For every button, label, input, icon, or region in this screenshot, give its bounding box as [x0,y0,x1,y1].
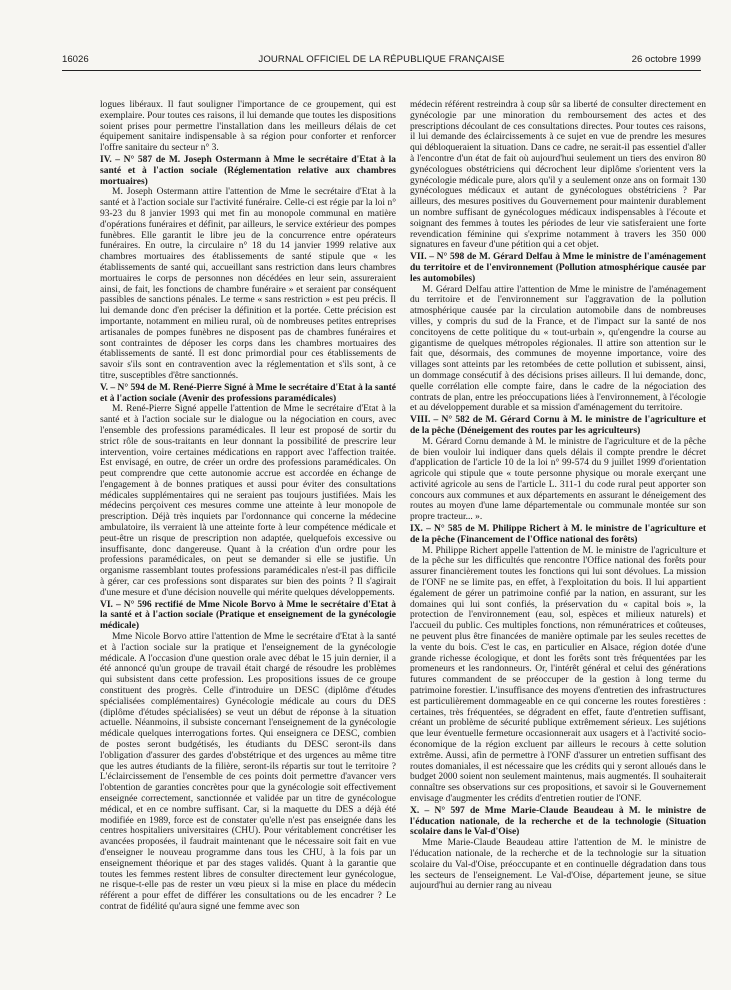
question-body-ix: M. Philippe Richert appelle l'attention de M. le ministre de l'agriculture et de la pêche sur les difficultés que rencontre l'Office national des forêts pour assurer financièrement toutes les fonctions qui lui sont dévolues. La mission de l'ONF ne se limite pas, en effet, à l'exploitation du bois. Il lui appartient également de gérer un patrimoine confié par la nation, en assurant, sur les domaines qui lui sont confiés, la préservation du « capital bois », la protection de l'environnement (eau, sol, espèces et milieux naturels) et l'accueil du public. Ces multiples fonctions, non rémunératrices et coûteuses, ne peuvent plus être financées de manière optimale par les seules recettes de la vente du bois. C'est le cas, en particulier en Alsace, région dotée d'une grande richesse écologique, et dont les forêts sont très fréquentées par les promeneurs et les randonneurs. Or, l'intérêt général et celui des générations futures commandent de se préoccuper de la gestion à long terme du patrimoine forestier. L'insuffisance des moyens d'entretien des infrastructures est particulièrement dommageable en ce qui concerne les routes forestières : certaines, très fréquentées, se dégradent en effet, faute d'entretien suffisant, créant un problème de sécurité publique extrêmement sérieux. Les sujétions que leur éventuelle fermeture occasionnerait aux usagers et à l'activité socio-économique de la région excluent par ailleurs le recours à cette solution extrême. Aussi, afin de permettre à l'ONF d'assurer un entretien suffisant des routes domaniales, il est nécessaire que les crédits qui y seront alloués dans le budget 2000 soient non seulement maintenus, mais augmentés. Il souhaiterait connaître ses observations sur ces propositions, et savoir si le Gouvernement envisage d'augmenter les crédits d'entretien routier de l'ONF. [410,545,706,804]
page-header [62,54,701,68]
question-body-vii: M. Gérard Delfau attire l'attention de Mme le ministre de l'aménagement du territoire et de l'environnement sur l'aggravation de la pollution atmosphérique causée par la circulation automobile dans de nombreuses villes, y compris du sud de la France, et de l'impact sur la santé de nos concitoyens de cette politique du « tout-urbain », qu'engendre la course au gigantisme de quelques métropoles régionales. Il attire son attention sur le fait que, désormais, des communes de moyenne importance, voire des villages sont atteints par les retombées de cette pollution et subissent, ainsi, un dommage consécutif à des décisions prises ailleurs. Il lui demande, donc, quelle corrélation elle compte faire, dans le cadre de la négociation des contrats de plan, entre les préoccupations liées à l'environnement, à l'écologie et au développement durable et sa mission d'aménagement du territoire. [410,284,706,414]
continued-paragraph-vi: médecin référent restreindra à coup sûr sa liberté de consulter directement en gynécologie par une minoration du remboursement des actes et des prescriptions découlant de ces consultations directes. Pour toutes ces raisons, il lui demande des éclaircissements à ce sujet en vue de prendre les mesures qui débloqueraient la situation. Dans ce cadre, ne serait-il pas essentiel d'aller à l'encontre d'un état de fait où aujourd'hui seulement un tiers des environ 80 gynécologues obstétriciens qui décrochent leur diplôme s'orientent vers la gynécologie médicale pure, alors qu'il y a seulement onze ans on formait 130 gynécologues médicaux et autant de gynécologues obstétriciens ? Par ailleurs, des mesures positives du Gouvernement pour maintenir durablement un nombre suffisant de gynécologues médicaux indispensables à l'écoute et soignant des femmes à toutes les périodes de leur vie satisferaient une forte revendication féminine qui s'exprime notamment à travers les 350 000 signatures en faveur d'une pétition qui a cet objet. [410,100,706,251]
question-heading-x: X. – N° 597 de Mme Marie-Claude Beaudeau à M. le ministre de l'éducation nationale, de la recherche et de la technologie (Situation scolaire dans le Val-d'Oise) [410,805,706,838]
question-body-vi: Mme Nicole Borvo attire l'attention de Mme le secrétaire d'Etat à la santé et à l'action sociale sur la pratique et l'enseignement de la gynécologie médicale. A l'occasion d'une question orale avec débat le 15 juin dernier, il a été annoncé qu'un groupe de travail était chargé de résoudre les problèmes qui subsistent dans cette profession. Les propositions issues de ce groupe constituent des progrès. Celle d'introduire un DESC (diplôme d'études spécialisées complémentaires) Gynécologie médicale au cours du DES (diplôme d'études spécialisées) se veut un début de réponse à la situation actuelle. Néanmoins, il subsiste concernant l'enseignement de la gynécologie médicale quelques interrogations fortes. Qui enseignera ce DESC, combien de postes seront budgétisés, les étudiants du DESC seront-ils dans l'obligation d'assurer des gardes d'obstétrique et des urgences au même titre que les autres étudiants de la filière, seront-ils répartis sur tout le territoire ? L'éclaircissement de l'ensemble de ces points doit permettre d'avancer vers l'obtention de garanties concrètes pour que la gynécologie soit effectivement enseignée correctement, sanctionnée et validée par un titre de gynécologue médical, et en ce nombre suffisant. Car, si la maquette du DES a déjà été modifiée en 1989, force est de constater qu'elle n'est pas enseignée dans les centres hospitaliers universitaires (CHU). Pour véritablement concrétiser les avancées proposées, il faudrait maintenant que le nécessaire soit fait en vue d'enseigner le nouveau programme dans tous les CHU, à la fois par un enseignement théorique et par des stages validés. Quant à la garantie que toutes les femmes restent libres de consulter directement leur gynécologue, ne risque-t-elle pas de rester un vœu pieux si la mise en place du médecin référent a pour effet de différer les consultations ou de les encadrer ? Le contrat de fidélité qu'aura signé une femme avec son [100,632,396,912]
continued-paragraph: logues libéraux. Il faut souligner l'importance de ce groupement, qui est exemplaire. Pour toutes ces raisons, il lui demande que toutes les dispositions soient prises pour permettre l'installation dans les meilleurs délais de cet équipement sanitaire indispensable à sa région pour conforter et renforcer l'offre sanitaire du secteur n° 3. [100,100,396,154]
question-body-x: Mme Marie-Claude Beaudeau attire l'attention de M. le ministre de l'éducation nationale, de la recherche et de la technologie sur la situation scolaire du Val-d'Oise, préoccupante et en continuelle dégradation dans tous les secteurs de l'enseignement. Le Val-d'Oise, département jeune, se situe aujourd'hui au dernier rang au niveau [410,838,706,892]
question-body-v: M. René-Pierre Signé appelle l'attention de Mme le secrétaire d'Etat à la santé et à l'action sociale sur le dialogue ou la négociation en cours, avec l'ensemble des professions paramédicales. Il leur est proposé de sortir du strict rôle de sous-traitants en leur donnant la possibilité de prescrire leur intervention, voire certaines médications en rapport avec l'affection traitée. Est envisagé, en outre, de créer un ordre des professions paramédicales. On peut comprendre que cette autonomie accrue est accordée en échange de l'engagement à de bonnes pratiques et aussi pour éviter des consultations médicales supplémentaires qui ne seraient pas toujours justifiées. Mais les médecins perçoivent ces mesures comme une atteinte à leur monopole de prescription. Déjà très inquiets par l'ordonnance qui concerne la médecine ambulatoire, ils verraient là une atteinte forte à leur compétence médicale et peut-être un risque de prescription non adaptée, quelquefois excessive ou insuffisante, donc dangereuse. Quant à la création d'un ordre pour les professions paramédicales, on peut se demander si elle se justifie. Un organisme rassemblant toutes professions paramédicales n'est-il pas difficile à gérer, car ces professions sont disparates sur bien des points ? Il s'agirait d'une mesure et d'une décision nouvelle qui mérite quelques développements. [100,404,396,598]
left-column [100,100,396,980]
question-heading-vii: VII. – N° 598 de M. Gérard Delfau à Mme le ministre de l'aménagement du territoire et de l'environnement (Pollution atmosphérique causée par les automobiles) [410,252,706,284]
question-body-iv: M. Joseph Ostermann attire l'attention de Mme le secrétaire d'Etat à la santé et à l'action sociale sur l'activité funéraire. Celle-ci est régie par la loi n° 93-23 du 8 janvier 1993 qui met fin au monopole communal en matière d'opérations funéraires et définit, par ailleurs, le service extérieur des pompes funèbres. Elle garantit le libre jeu de la concurrence entre opérateurs funéraires. En outre, la circulaire n° 18 du 14 janvier 1999 relative aux chambres mortuaires des établissements de santé stipule que « les établissements de santé qui, accueillant sans restriction dans leurs chambres mortuaires le corps de personnes non décédées en leur sein, assureraient ainsi, de fait, les fonctions de chambre funéraire » et seraient par conséquent passibles de sanctions pénales. Le terme « sans restriction » est peu précis. Il lui demande donc d'en préciser la définition et la portée. Cette précision est importante, notamment en milieu rural, où de nombreuses petites entreprises artisanales de pompes funèbres ne disposent pas de chambres funéraires et sont contraintes de déposer les corps dans les chambres mortuaires des établissements de santé. Il est donc primordial pour ces établissements de savoir s'ils sont en contravention avec la réglementation et s'ils sont, à ce titre, susceptibles d'être sanctionnés. [100,187,396,381]
issue-date: 26 octobre 1999 [631,54,701,65]
page-number: 16026 [62,54,89,65]
question-heading-ix: IX. – N° 585 de M. Philippe Richert à M. le ministre de l'agriculture et de la pêche (Financement de l'Office national des forêts) [410,524,706,545]
question-heading-v: V. – N° 594 de M. René-Pierre Signé à Mme le secrétaire d'Etat à la santé et à l'action sociale (Avenir des professions paramédicales) [100,382,396,404]
question-heading-iv: IV. – N° 587 de M. Joseph Ostermann à Mme le secrétaire d'Etat à la santé et à l'action sociale (Réglementation relative aux chambres mortuaires) [100,154,396,187]
text-columns [100,100,705,980]
question-body-viii: M. Gérard Cornu demande à M. le ministre de l'agriculture et de la pêche de bien vouloir lui indiquer dans quels délais il compte prendre le décret d'application de l'article 10 de la loi n° 99-574 du 9 juillet 1999 d'orientation agricole qui stipule que « toute personne physique ou morale exerçant une activité agricole au sens de l'article L. 311-1 du code rural peut apporter son concours aux communes et aux départements en assurant le déneigement des routes au moyen d'une lame départementale ou communale montée sur son propre tracteur... ». [410,436,706,523]
journal-title: JOURNAL OFFICIEL DE LA RÉPUBLIQUE FRANÇAISE [258,54,505,65]
question-heading-vi: VI. – N° 596 rectifié de Mme Nicole Borvo à Mme le secrétaire d'Etat à la santé et à l'action sociale (Pratique et enseignement de la gynécologie médicale) [100,599,396,632]
question-heading-viii: VIII. – N° 582 de M. Gérard Cornu à M. le ministre de l'agriculture et de la pêche (Déneigement des routes par les agriculteurs) [410,415,706,436]
right-column [410,100,706,980]
header-rule [62,70,701,71]
